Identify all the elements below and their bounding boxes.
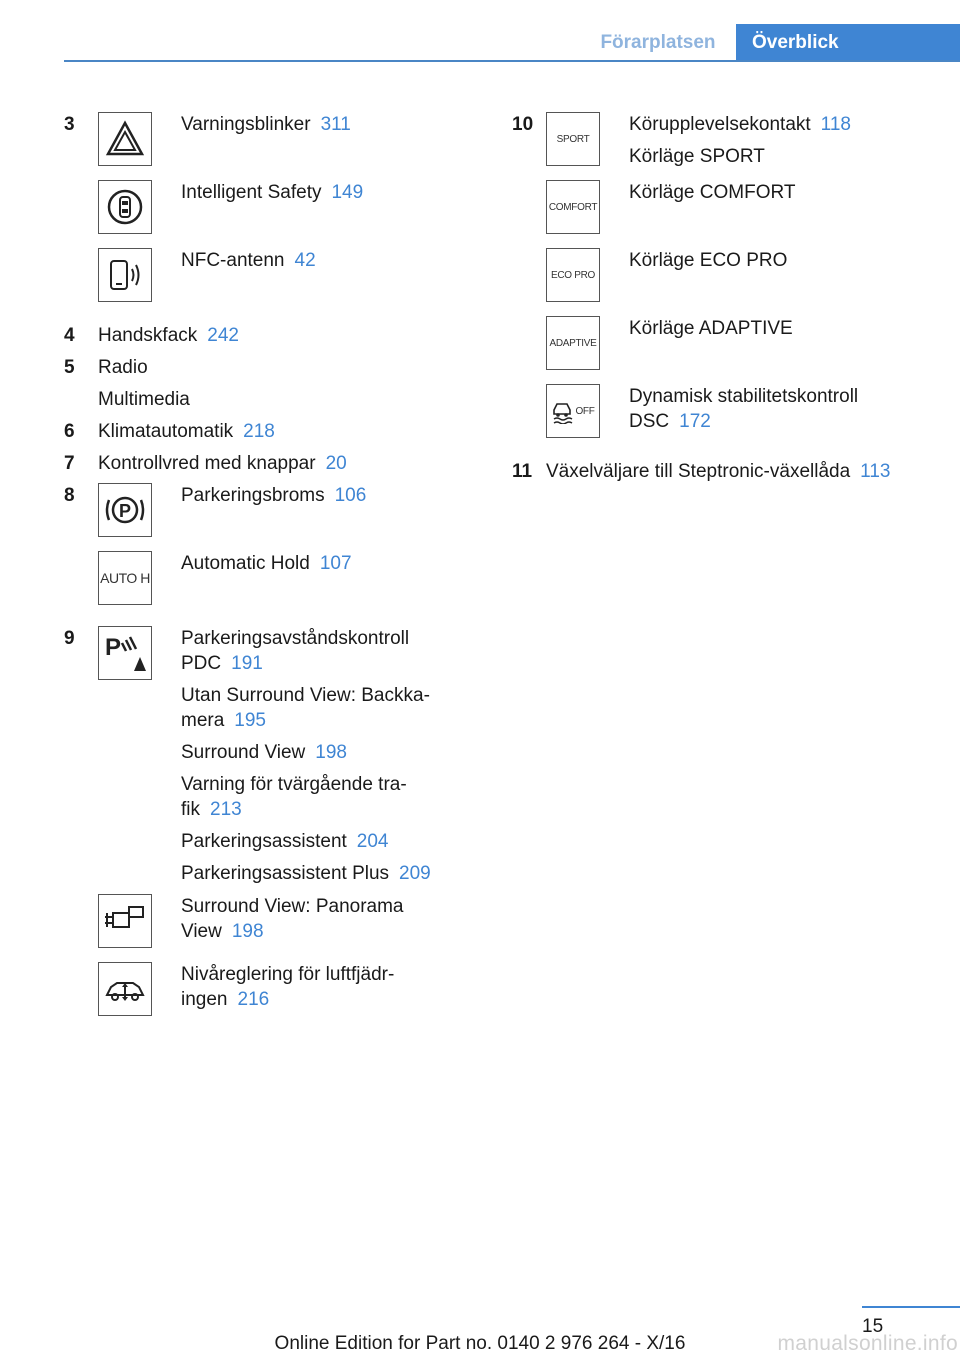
item-9c-label: Nivåreglering för luftfjädringen [181, 964, 395, 1010]
item-4-label: Handskfack [98, 325, 198, 346]
header-chapter-tab: Överblick [736, 24, 960, 62]
comfort-mode-icon [546, 180, 600, 234]
item-9a2-label: Utan Surround View: Backkamera [181, 685, 430, 731]
item-number-3: 3 [64, 114, 75, 135]
item-number-10: 10 [512, 114, 534, 135]
item-7-page-ref[interactable]: 20 [325, 453, 347, 474]
item-10a-page-ref[interactable]: 118 [820, 114, 851, 135]
item-6-page-ref[interactable]: 218 [243, 421, 275, 442]
item-number-7: 7 [64, 453, 75, 474]
item-10e-page-ref[interactable]: 172 [679, 411, 711, 432]
item-11-label: Växelväljare till Steptronic-växellåda [546, 461, 851, 482]
item-number-8: 8 [64, 485, 75, 506]
item-9a1-label: Parkeringsavståndskontroll PDC [181, 628, 410, 674]
item-3c-page-ref[interactable]: 42 [294, 250, 316, 271]
footer-rule [862, 1306, 960, 1308]
item-3b-text [181, 180, 461, 205]
watermark: manualsonline.info [777, 1332, 958, 1355]
item-10e-text [629, 384, 909, 434]
item-number-6: 6 [64, 421, 75, 442]
item-9a3-page-ref[interactable]: 198 [315, 742, 347, 763]
item-5-label-2: Multimedia [98, 389, 190, 410]
item-number-11: 11 [512, 461, 533, 482]
dsc-off-icon-text: OFF [575, 405, 595, 417]
svg-text:P: P [105, 634, 122, 661]
item-10c-label: Körläge ECO PRO [629, 250, 788, 271]
item-9b-text [181, 894, 461, 944]
item-8a-label: Parkeringsbroms [181, 485, 325, 506]
item-9b-page-ref[interactable]: 198 [231, 921, 264, 942]
svg-text:P: P [118, 501, 132, 521]
auto-hold-icon-text: AUTO H [100, 569, 150, 586]
item-3c-label: NFC-antenn [181, 250, 285, 271]
air-suspension-icon [98, 962, 152, 1016]
eco-pro-mode-icon [546, 248, 600, 302]
item-10a-label: Körupplevelsekontakt [629, 114, 811, 135]
item-3c-text [181, 248, 461, 273]
item-9a6-label: Parkeringsassistent Plus [181, 863, 390, 884]
panorama-view-icon [98, 894, 152, 948]
item-3a-text [181, 112, 461, 137]
eco-pro-mode-icon-text: ECO PRO [550, 269, 596, 281]
header-rule [64, 60, 960, 62]
auto-hold-icon [98, 551, 152, 605]
comfort-mode-icon-text: COMFORT [548, 201, 598, 213]
item-6-text [98, 419, 478, 444]
item-10b-label: Körläge COMFORT [629, 182, 796, 203]
item-8b-label: Automatic Hold [181, 553, 310, 574]
dsc-off-icon [546, 384, 600, 438]
pdc-icon [98, 626, 152, 680]
sport-mode-icon [546, 112, 600, 166]
item-5-label: Radio [98, 357, 148, 378]
item-9a2-page-ref[interactable]: 195 [234, 710, 266, 731]
item-9c-text [181, 962, 461, 1012]
header-section-tab: Förarplatsen [600, 32, 716, 53]
item-9a3-label: Surround View [181, 742, 306, 763]
item-8a-page-ref[interactable]: 106 [334, 485, 367, 506]
adaptive-mode-icon [546, 316, 600, 370]
item-11-page-ref[interactable]: 113 [860, 461, 891, 482]
item-9c-page-ref[interactable]: 216 [237, 989, 270, 1010]
item-4-page-ref[interactable]: 242 [207, 325, 239, 346]
adaptive-mode-icon-text: ADAPTIVE [549, 337, 597, 349]
hazard-warning-icon [98, 112, 152, 166]
item-11-text [546, 459, 946, 484]
item-9a6-page-ref[interactable]: 209 [399, 863, 431, 884]
item-4-text [98, 323, 478, 348]
nfc-antenna-icon [98, 248, 152, 302]
item-9a5-page-ref[interactable]: 204 [356, 831, 389, 852]
item-9a1-page-ref[interactable]: 191 [231, 653, 263, 674]
item-9a4-page-ref[interactable]: 213 [210, 799, 242, 820]
item-number-4: 4 [64, 325, 75, 346]
item-9-texts [181, 626, 461, 893]
parking-brake-icon [98, 483, 152, 537]
item-9a5-label: Parkeringsassistent [181, 831, 347, 852]
item-number-5: 5 [64, 357, 75, 378]
item-10a-label-2: Körläge SPORT [629, 146, 765, 167]
item-8b-text [181, 551, 461, 576]
item-6-label: Klimatautomatik [98, 421, 234, 442]
intelligent-safety-icon [98, 180, 152, 234]
item-3a-page-ref[interactable]: 311 [320, 114, 351, 135]
item-10d-label: Körläge ADAPTIVE [629, 318, 793, 339]
item-3b-page-ref[interactable]: 149 [331, 182, 364, 203]
footer-edition: Online Edition for Part no. 0140 2 976 264 - X/16 [274, 1333, 686, 1354]
item-number-9: 9 [64, 628, 75, 649]
item-3a-label: Varningsblinker [181, 114, 311, 135]
item-9a4-label: Varning för tvärgående trafik [181, 774, 407, 820]
item-3b-label: Intelligent Safety [181, 182, 322, 203]
item-8b-page-ref[interactable]: 107 [319, 553, 352, 574]
item-8a-text [181, 483, 461, 508]
item-10e-label: Dynamisk stabilitetskontroll DSC [629, 386, 859, 432]
page-number: 15 [862, 1316, 884, 1337]
item-10a-text [629, 112, 909, 176]
item-7-label: Kontrollvred med knappar [98, 453, 316, 474]
sport-mode-icon-text: SPORT [556, 133, 590, 145]
item-9b-label: Surround View: Panorama View [181, 896, 404, 942]
item-7-text [98, 451, 478, 476]
